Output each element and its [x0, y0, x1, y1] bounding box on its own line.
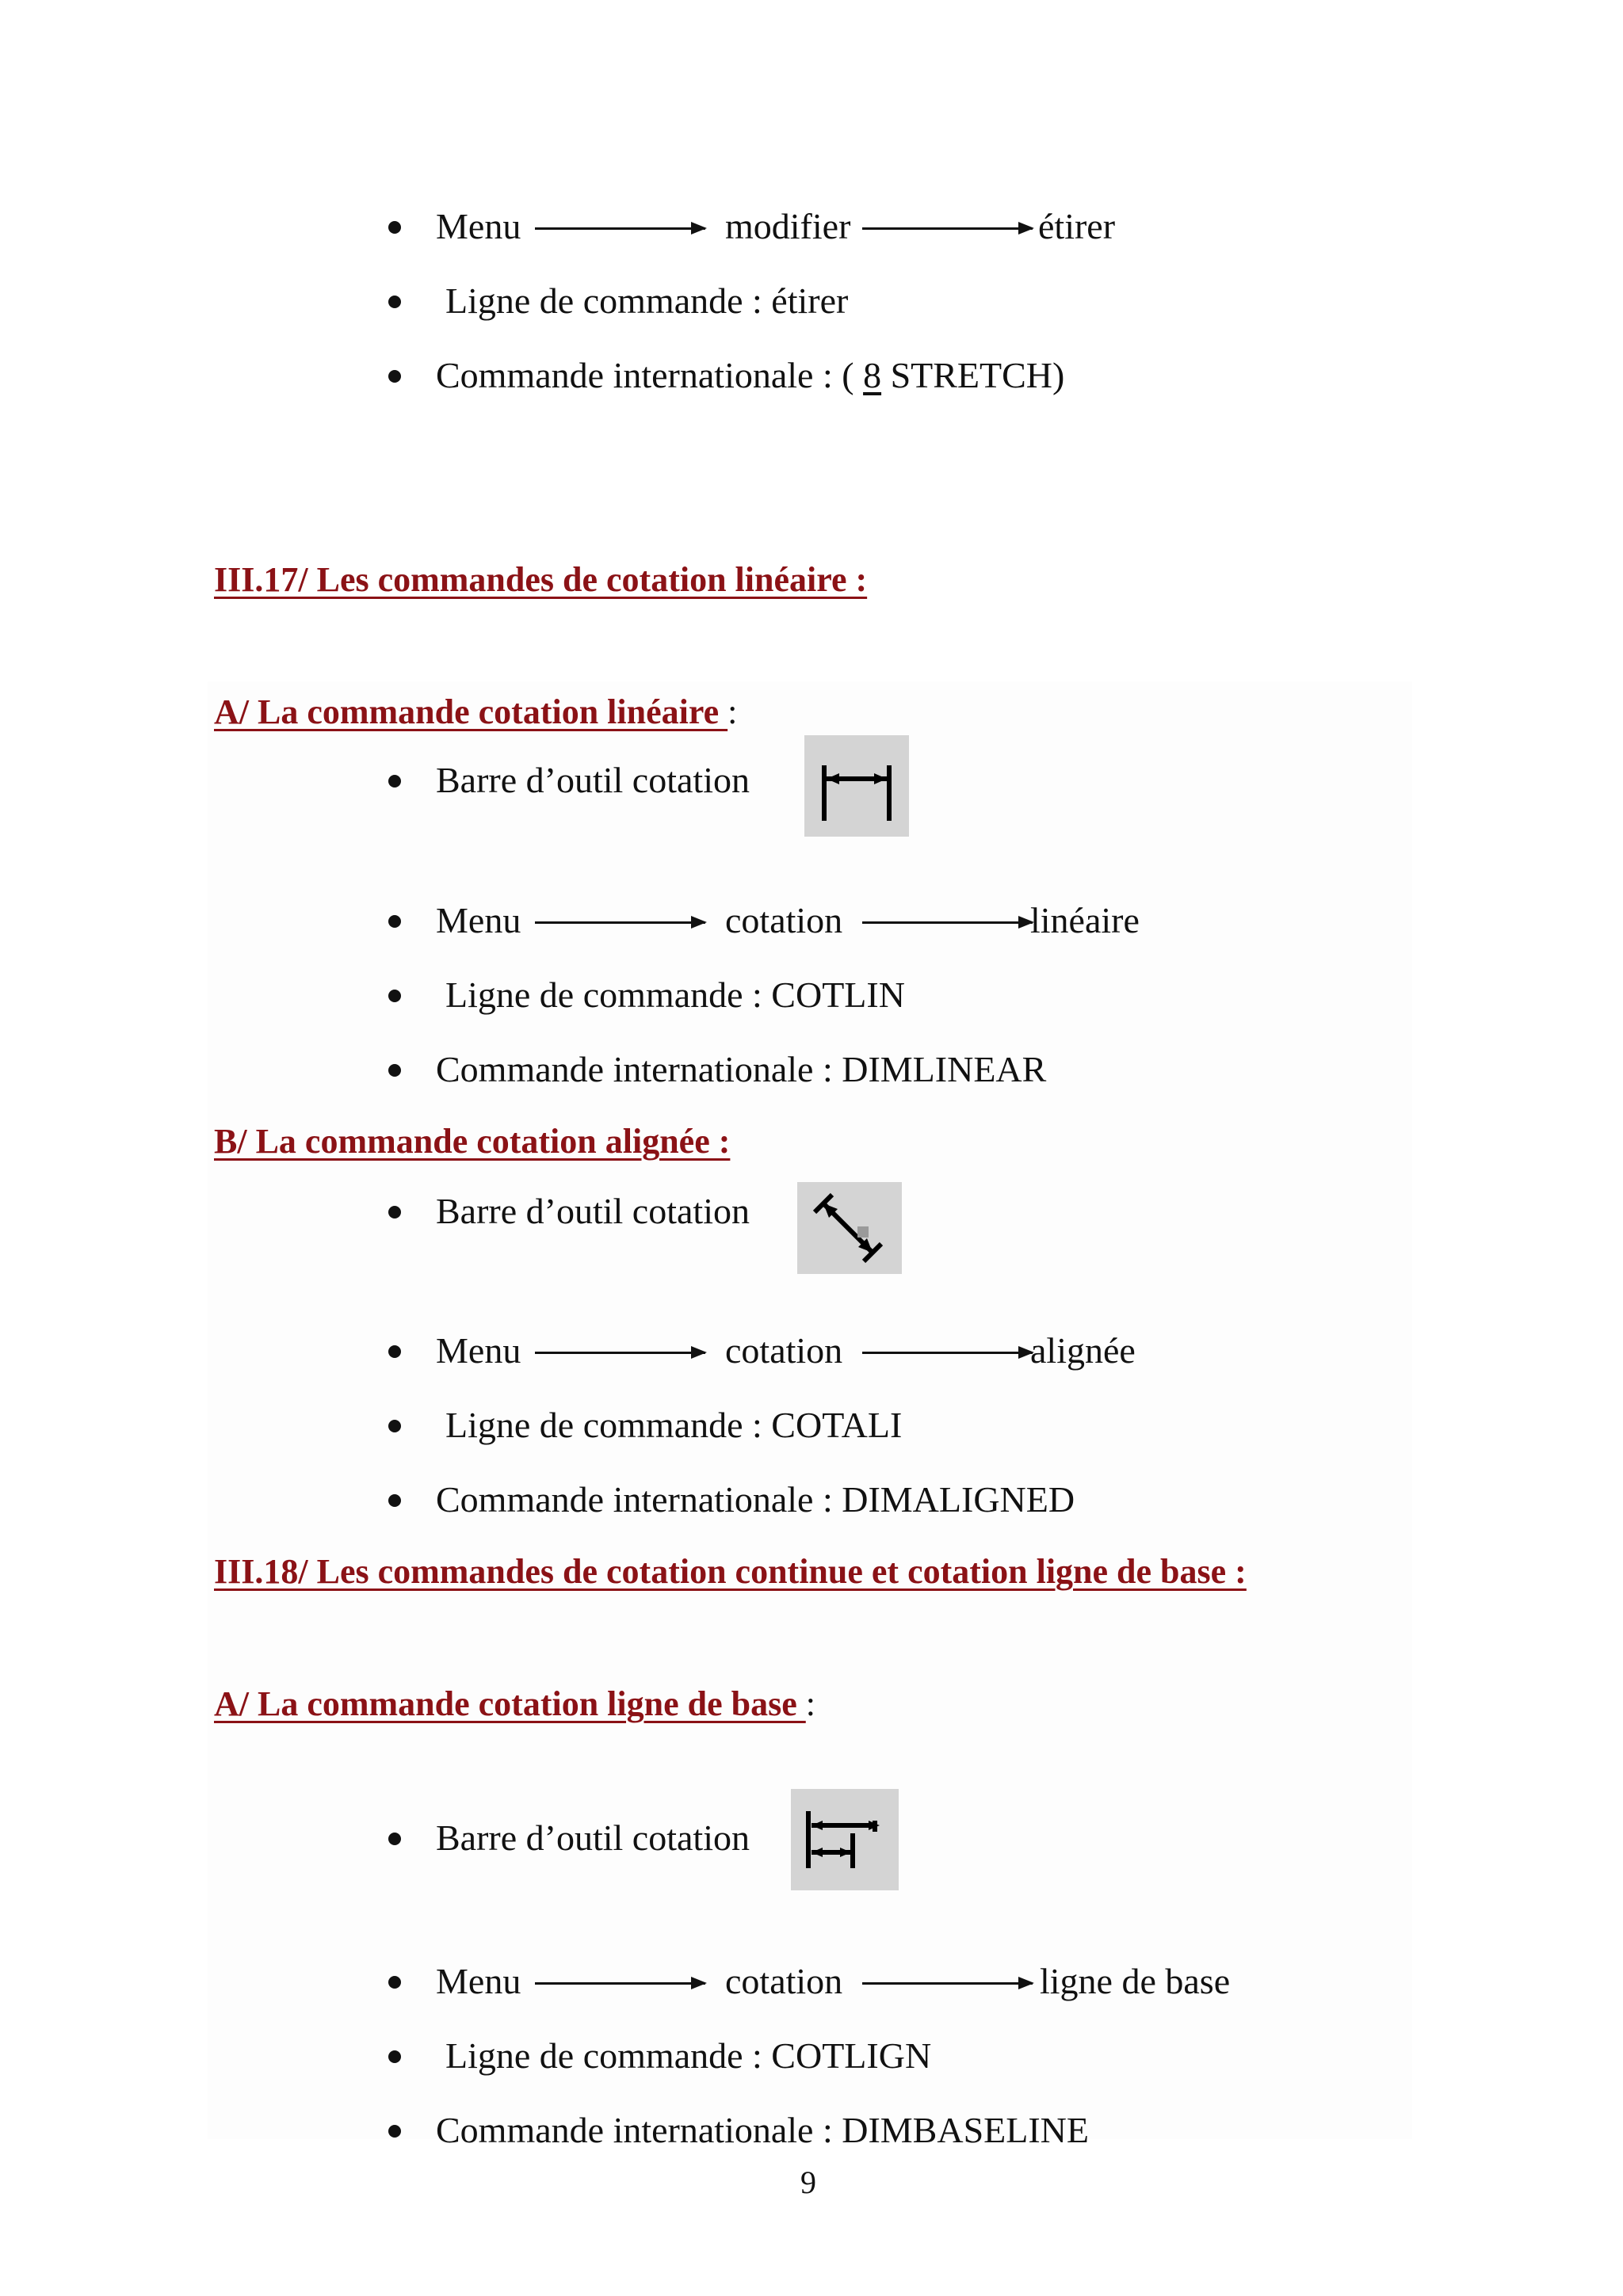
- section-17b-title: B/ La commande cotation alignée :: [214, 1122, 731, 1161]
- international-command: Commande internationale : DIMBASELINE: [436, 2110, 1090, 2150]
- menu-step1: cotation: [725, 1961, 843, 2001]
- bullet: [388, 990, 401, 1002]
- international-suffix: STRETCH): [881, 355, 1065, 395]
- menu-step2: étirer: [1038, 206, 1116, 246]
- menu-label: Menu: [436, 1330, 521, 1371]
- command-line: Ligne de commande : étirer: [445, 280, 849, 321]
- section-17a-title: [214, 690, 737, 734]
- international-prefix: Commande internationale : (: [436, 355, 864, 395]
- bullet: [388, 915, 401, 928]
- bullet: [388, 1064, 401, 1077]
- arrow-right-icon: [535, 1982, 705, 1985]
- dim-baseline-icon[interactable]: [791, 1789, 899, 1890]
- international-command: Commande internationale : DIMALIGNED: [436, 1479, 1075, 1520]
- section-18-title: III.18/ Les commandes de cotation continue et cotation ligne de base :: [214, 1552, 1247, 1591]
- bullet: [388, 2050, 401, 2063]
- international-command: Commande internationale : DIMLINEAR: [436, 1049, 1047, 1089]
- bullet: [388, 370, 401, 383]
- arrow-right-icon: [535, 1352, 705, 1354]
- international-command: [436, 353, 1064, 398]
- command-line: Ligne de commande : COTLIGN: [445, 2035, 932, 2076]
- menu-step1: cotation: [725, 1330, 843, 1371]
- bullet: [388, 1420, 401, 1432]
- menu-label: Menu: [436, 1961, 521, 2001]
- dim-aligned-icon[interactable]: [797, 1182, 902, 1274]
- arrow-right-icon: [862, 1982, 1033, 1985]
- bullet: [388, 1976, 401, 1989]
- section-17a-colon: :: [727, 692, 738, 731]
- bullet: [388, 2125, 401, 2138]
- bullet: [388, 1494, 401, 1507]
- bullet: [388, 1206, 401, 1219]
- bullet: [388, 1833, 401, 1845]
- menu-step1: cotation: [725, 900, 843, 940]
- bullet: [388, 1345, 401, 1358]
- toolbar-label: Barre d’outil cotation: [436, 760, 750, 800]
- arrow-right-icon: [535, 227, 705, 230]
- toolbar-label: Barre d’outil cotation: [436, 1191, 750, 1231]
- bullet: [388, 775, 401, 788]
- menu-step2: ligne de base: [1040, 1961, 1231, 2001]
- arrow-right-icon: [862, 227, 1033, 230]
- bullet: [388, 296, 401, 308]
- menu-label: Menu: [436, 206, 521, 246]
- command-line: Ligne de commande : COTLIN: [445, 974, 905, 1015]
- menu-step1: modifier: [725, 206, 851, 246]
- bullet: [388, 221, 401, 234]
- arrow-right-icon: [862, 921, 1033, 924]
- arrow-right-icon: [535, 921, 705, 924]
- section-18a-colon: :: [805, 1684, 815, 1723]
- section-17a-title-text: A/ La commande cotation linéaire: [214, 692, 728, 731]
- section-17-title: III.17/ Les commandes de cotation linéaire :: [214, 560, 868, 599]
- page-number: 9: [800, 2164, 816, 2200]
- arrow-right-icon: [862, 1352, 1033, 1354]
- dim-linear-icon[interactable]: [804, 735, 909, 837]
- menu-step2: alignée: [1030, 1330, 1136, 1371]
- international-underlined: 8: [863, 355, 882, 395]
- section-18a-title: [214, 1682, 815, 1726]
- command-line: Ligne de commande : COTALI: [445, 1405, 903, 1445]
- toolbar-label: Barre d’outil cotation: [436, 1817, 750, 1858]
- menu-step2: linéaire: [1030, 900, 1140, 940]
- menu-label: Menu: [436, 900, 521, 940]
- section-18a-title-text: A/ La commande cotation ligne de base: [214, 1684, 806, 1723]
